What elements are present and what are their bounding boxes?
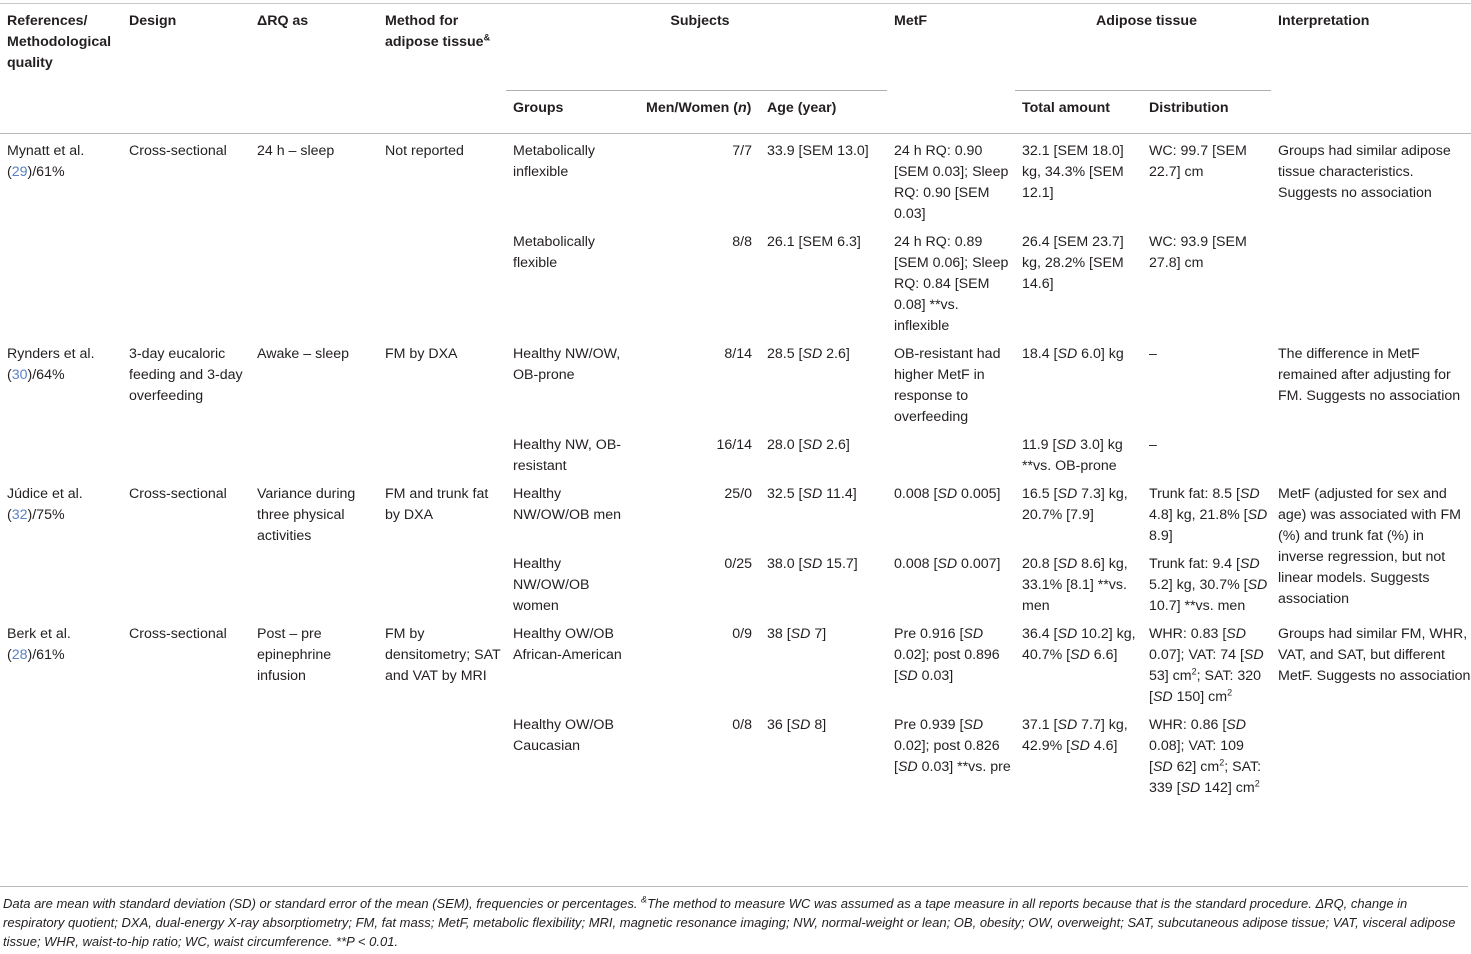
study-author: Berk et al. ( xyxy=(7,626,71,663)
subheader-men-women-post: ) xyxy=(746,100,752,116)
cell-total-amount: 26.4 [SEM 23.7] kg, 28.2% [SEM 14.6] xyxy=(1022,234,1124,292)
study-interpretation: Groups had similar FM, WHR, VAT, and SAT, but different MetF. Suggests no association xyxy=(1278,626,1471,684)
study-author: Mynatt et al. ( xyxy=(7,143,85,180)
study-design: Cross-sectional xyxy=(129,143,227,159)
study-delta-rq: Variance during three physical activities xyxy=(257,486,356,544)
header-references: References/ Methodological quality xyxy=(7,13,112,71)
subheader-men-women-n: n xyxy=(737,100,747,116)
cell-men-women: 0/25 xyxy=(724,556,752,572)
cell-age: 38.0 [SD 15.7] xyxy=(767,556,858,572)
cell-metf: Pre 0.939 [SD 0.02]; post 0.826 [SD 0.03] **vs. pre xyxy=(894,717,1011,775)
cell-age: 32.5 [SD 11.4] xyxy=(767,486,857,502)
cell-group: Healthy NW, OB-resistant xyxy=(513,437,622,474)
study-author: Júdice et al. ( xyxy=(7,486,83,523)
cell-age: 28.5 [SD 2.6] xyxy=(767,346,850,362)
study-interpretation: Groups had similar adipose tissue characteristics. Suggests no association xyxy=(1278,143,1451,201)
cell-distribution: Trunk fat: 9.4 [SD 5.2] kg, 30.7% [SD 10.7] **vs. men xyxy=(1149,556,1268,614)
cell-men-women: 8/8 xyxy=(732,234,752,250)
table-footnote xyxy=(0,886,1468,951)
citation-link[interactable]: 32 xyxy=(11,507,28,523)
cell-total-amount: 11.9 [SD 3.0] kg **vs. OB-prone xyxy=(1022,437,1123,474)
subheader-age: Age (year) xyxy=(767,100,837,116)
cell-men-women: 0/9 xyxy=(732,626,752,642)
study-reference xyxy=(0,617,122,799)
header-method-text: Method for adipose tissue xyxy=(385,13,484,50)
subheader-distribution: Distribution xyxy=(1149,100,1229,116)
table-body xyxy=(0,134,1471,800)
citation-link[interactable]: 30 xyxy=(11,367,28,383)
study-reference xyxy=(0,477,122,617)
table-row xyxy=(0,134,1471,226)
cell-total-amount: 32.1 [SEM 18.0] kg, 34.3% [SEM 12.1] xyxy=(1022,143,1124,201)
study-method: FM by DXA xyxy=(385,346,458,362)
header-method xyxy=(378,4,506,134)
study-reference xyxy=(0,337,122,477)
cell-men-women: 0/8 xyxy=(732,717,752,733)
study-method: FM by densitometry; SAT and VAT by MRI xyxy=(385,626,501,684)
table-row xyxy=(0,477,1471,547)
cell-group: Healthy NW/OW/OB women xyxy=(513,556,590,614)
cell-total-amount: 18.4 [SD 6.0] kg xyxy=(1022,346,1124,362)
study-method: Not reported xyxy=(385,143,464,159)
cell-metf xyxy=(887,428,1015,477)
cell-total-amount: 36.4 [SD 10.2] kg, 40.7% [SD 6.6] xyxy=(1022,626,1136,663)
table-row xyxy=(0,337,1471,428)
study-quality: )/75% xyxy=(27,507,65,523)
cell-group: Healthy OW/OB Caucasian xyxy=(513,717,614,754)
cell-men-women: 8/14 xyxy=(724,346,752,362)
cell-age: 38 [SD 7] xyxy=(767,626,827,642)
header-delta-rq: ΔRQ as xyxy=(257,13,309,29)
study-design: Cross-sectional xyxy=(129,626,227,642)
study-table xyxy=(0,3,1471,799)
cell-distribution: WHR: 0.83 [SD 0.07]; VAT: 74 [SD 53] $cm^2$; SAT: 320 [SD 150] $cm^2$ xyxy=(1149,626,1264,705)
cell-metf: 24 h RQ: 0.89 [SEM 0.06]; Sleep RQ: 0.84 [SEM 0.08] **vs. inflexible xyxy=(894,234,1009,334)
cell-age: 36 [SD 8] xyxy=(767,717,827,733)
study-design: 3-day eucaloric feeding and 3-day overfeeding xyxy=(129,346,243,404)
cell-men-women: 16/14 xyxy=(716,437,752,453)
cell-age: 33.9 [SEM 13.0] xyxy=(767,143,869,159)
study-delta-rq: 24 h – sleep xyxy=(257,143,335,159)
subheader-total-amount: Total amount xyxy=(1022,100,1111,116)
cell-men-women: 7/7 xyxy=(732,143,752,159)
study-reference xyxy=(0,134,122,338)
header-row xyxy=(0,4,1471,91)
cell-group: Healthy NW/OW, OB-prone xyxy=(513,346,621,383)
cell-total-amount: 16.5 [SD 7.3] kg, 20.7% [7.9] xyxy=(1022,486,1128,523)
study-interpretation: The difference in MetF remained after adjusting for FM. Suggests no association xyxy=(1278,346,1461,404)
study-delta-rq: Awake – sleep xyxy=(257,346,350,362)
cell-metf: OB-resistant had higher MetF in response to overfeeding xyxy=(894,346,1001,425)
cell-men-women: 25/0 xyxy=(724,486,752,502)
study-interpretation: MetF (adjusted for sex and age) was associated with FM (%) and trunk fat (%) in inverse regression, but not linear models. Suggests association xyxy=(1278,486,1461,607)
cell-group: Metabolically inflexible xyxy=(513,143,596,180)
cell-distribution: WC: 99.7 [SEM 22.7] cm xyxy=(1149,143,1247,180)
cell-age: 26.1 [SEM 6.3] xyxy=(767,234,861,250)
cell-distribution: WHR: 0.86 [SD 0.08]; VAT: 109 [SD 62] $cm^2$; SAT: 339 [SD 142] $cm^2$ xyxy=(1149,717,1262,796)
header-design: Design xyxy=(129,13,177,29)
study-delta-rq: Post – pre epinephrine infusion xyxy=(257,626,332,684)
header-adipose: Adipose tissue xyxy=(1015,4,1271,91)
cell-group: Healthy NW/OW/OB men xyxy=(513,486,621,523)
subheader-groups: Groups xyxy=(513,100,564,116)
footnote-text: Data are mean with standard deviation (SD) or standard error of the mean (SEM), frequencies or percentages. &The method to measure WC was assumed as a tape measure in all reports because that is the standard procedure. ΔRQ, change in respiratory quotient; DXA, dual-energy X-ray absorptiometry; FM, fat mass; MetF, metabolic flexibility; MRI, magnetic resonance imaging; NW, normal-weight or lean; OB, obesity; OW, overweight; SAT, subcutaneous adipose tissue; VAT, visceral adipose tissue; WHR, waist-to-hip ratio; WC, waist circumference. **P < 0.01. xyxy=(3,894,1456,949)
cell-distribution: Trunk fat: 8.5 [SD 4.8] kg, 21.8% [SD 8.9] xyxy=(1149,486,1268,544)
cell-distribution: – xyxy=(1149,437,1157,453)
study-author: Rynders et al. ( xyxy=(7,346,95,383)
cell-metf: Pre 0.916 [SD 0.02]; post 0.896 [SD 0.03] xyxy=(894,626,1000,684)
citation-link[interactable]: 29 xyxy=(11,164,28,180)
cell-group: Healthy OW/OB African-American xyxy=(513,626,622,663)
study-quality: )/61% xyxy=(27,647,65,663)
subheader-men-women-pre: Men/Women ( xyxy=(646,100,738,116)
cell-metf: 0.008 [SD 0.007] xyxy=(894,556,1001,572)
header-metf: MetF xyxy=(894,13,928,29)
study-quality: )/61% xyxy=(27,164,65,180)
header-method-sup: & xyxy=(483,32,491,43)
cell-metf: 0.008 [SD 0.005] xyxy=(894,486,1001,502)
subheader-men-women xyxy=(639,91,760,134)
header-interpretation: Interpretation xyxy=(1278,13,1370,29)
citation-link[interactable]: 28 xyxy=(11,647,28,663)
cell-total-amount: 20.8 [SD 8.6] kg, 33.1% [8.1] **vs. men xyxy=(1022,556,1128,614)
study-quality: )/64% xyxy=(27,367,65,383)
cell-distribution: – xyxy=(1149,346,1157,362)
study-method: FM and trunk fat by DXA xyxy=(385,486,489,523)
cell-group: Metabolically flexible xyxy=(513,234,596,271)
cell-total-amount: 37.1 [SD 7.7] kg, 42.9% [SD 4.6] xyxy=(1022,717,1128,754)
cell-age: 28.0 [SD 2.6] xyxy=(767,437,850,453)
cell-metf: 24 h RQ: 0.90 [SEM 0.03]; Sleep RQ: 0.90 [SEM 0.03] xyxy=(894,143,1009,222)
study-design: Cross-sectional xyxy=(129,486,227,502)
table-row xyxy=(0,617,1471,708)
header-subjects: Subjects xyxy=(506,4,887,91)
cell-distribution: WC: 93.9 [SEM 27.8] cm xyxy=(1149,234,1247,271)
